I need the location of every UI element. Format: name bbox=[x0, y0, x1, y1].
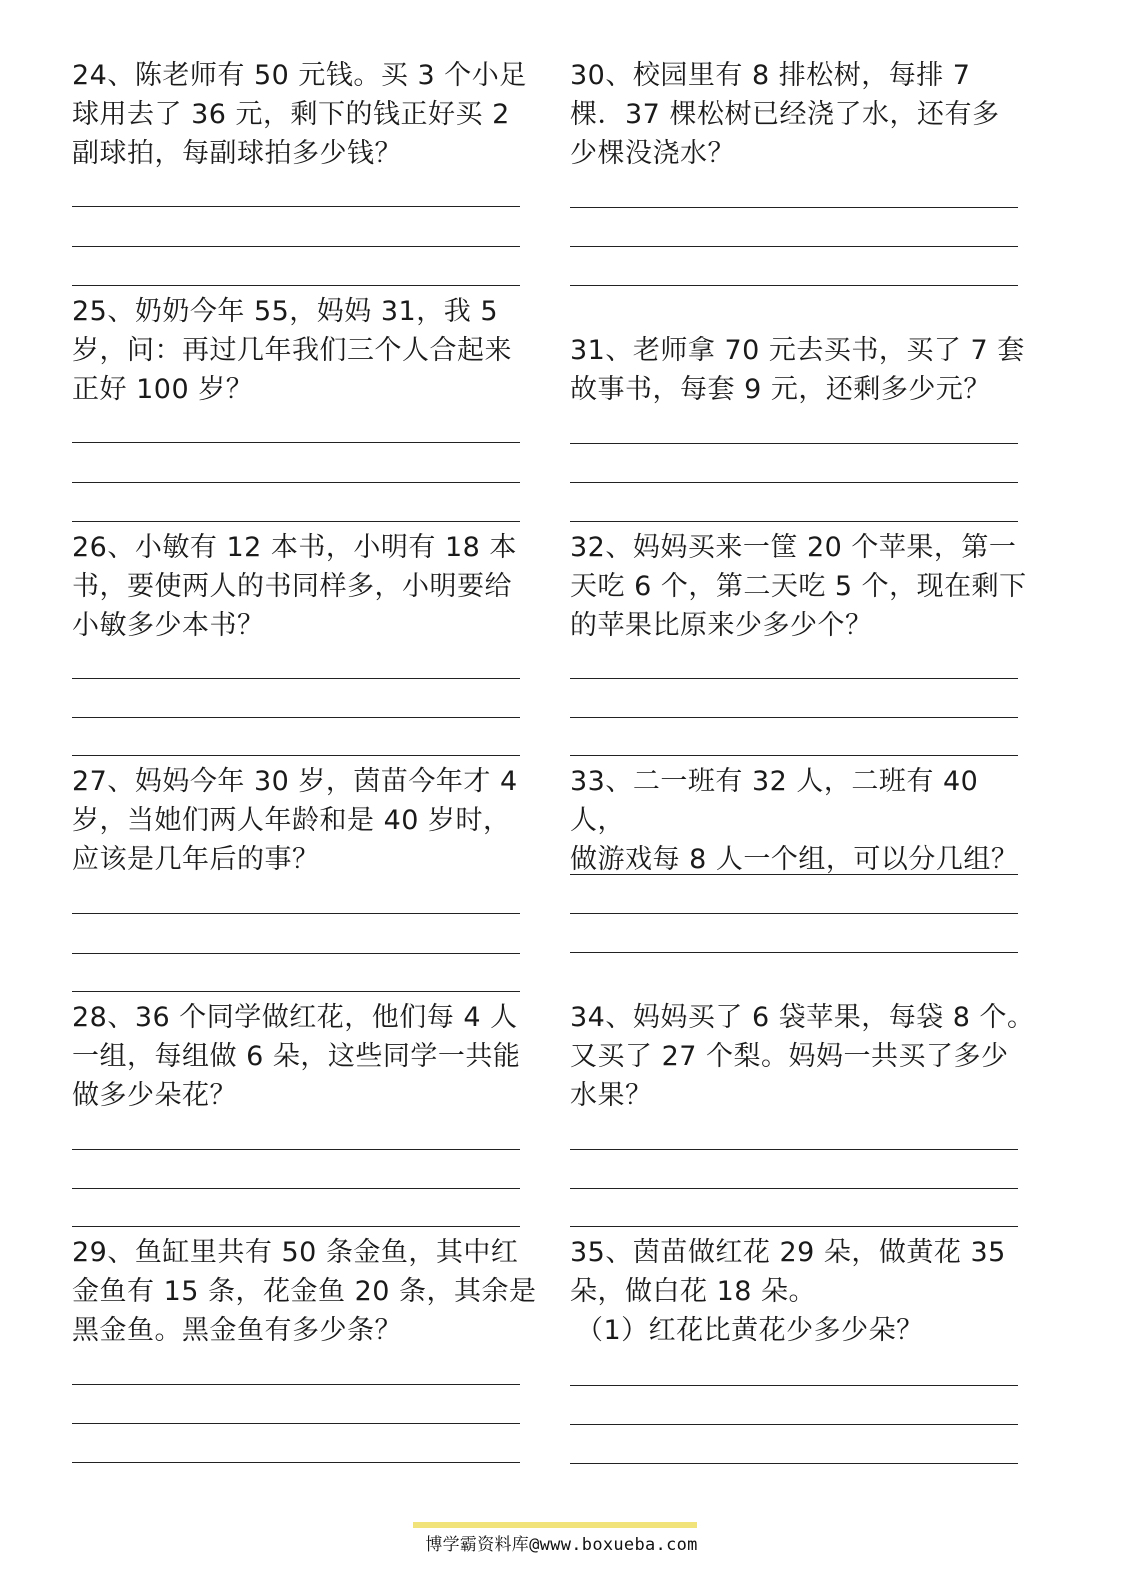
answer-line bbox=[570, 874, 1018, 875]
answer-line bbox=[72, 246, 520, 247]
problem-text: 29、鱼缸里共有 50 条金鱼，其中红 金鱼有 15 条，花金鱼 20 条，其余是 黑金鱼。黑金鱼有多少条？ bbox=[72, 1237, 537, 1346]
answer-line bbox=[570, 521, 1018, 522]
problem-29 bbox=[72, 1233, 540, 1350]
answer-line bbox=[72, 991, 520, 992]
answer-line bbox=[570, 678, 1018, 679]
answer-line bbox=[72, 755, 520, 756]
problem-26 bbox=[72, 528, 540, 645]
answer-line bbox=[570, 913, 1018, 914]
answer-line bbox=[570, 755, 1018, 756]
answer-line bbox=[72, 285, 520, 286]
answer-line bbox=[72, 717, 520, 718]
problem-text: 26、小敏有 12 本书，小明有 18 本 书，要使两人的书同样多，小明要给 小敏多少本书？ bbox=[72, 532, 517, 641]
problem-35 bbox=[570, 1233, 1038, 1350]
answer-line bbox=[72, 1226, 520, 1227]
answer-line bbox=[72, 1188, 520, 1189]
problem-25 bbox=[72, 292, 540, 409]
answer-line bbox=[570, 717, 1018, 718]
answer-line bbox=[570, 207, 1018, 208]
answer-line bbox=[72, 482, 520, 483]
problem-32 bbox=[570, 528, 1038, 645]
answer-line bbox=[72, 678, 520, 679]
problem-text: 25、奶奶今年 55，妈妈 31，我 5 岁，问：再过几年我们三个人合起来 正好 100 岁？ bbox=[72, 296, 512, 405]
problem-text: 35、茵苗做红花 29 朵，做黄花 35 朵，做白花 18 朵。 bbox=[570, 1237, 1006, 1307]
problem-text: 33、二一班有 32 人，二班有 40 人， 做游戏每 8 人一个组，可以分几组？ bbox=[570, 766, 1019, 875]
answer-line bbox=[570, 952, 1018, 953]
answer-line bbox=[570, 443, 1018, 444]
problem-text: 24、陈老师有 50 元钱。买 3 个小足 球用去了 36 元，剩下的钱正好买 2 副球拍，每副球拍多少钱？ bbox=[72, 60, 527, 169]
footer bbox=[0, 1530, 1123, 1555]
problem-28 bbox=[72, 998, 540, 1115]
problem-34 bbox=[570, 998, 1038, 1115]
sub-question: （1）红花比黄花少多少朵？ bbox=[576, 1315, 924, 1346]
answer-line bbox=[570, 482, 1018, 483]
problem-30 bbox=[570, 56, 1038, 173]
answer-line bbox=[72, 1149, 520, 1150]
problem-24 bbox=[72, 56, 540, 173]
answer-line bbox=[72, 1462, 520, 1463]
problem-text: 34、妈妈买了 6 袋苹果，每袋 8 个。 又买了 27 个梨。妈妈一共买了多少 水果？ bbox=[570, 1002, 1035, 1111]
problem-text: 27、妈妈今年 30 岁，茵苗今年才 4 岁，当她们两人年龄和是 40 岁时， 应该是几年后的事？ bbox=[72, 766, 518, 875]
answer-line bbox=[72, 206, 520, 207]
problem-text: 30、校园里有 8 排松树，每排 7 棵．37 棵松树已经浇了水，还有多 少棵没浇水？ bbox=[570, 60, 1000, 169]
problem-27 bbox=[72, 762, 540, 879]
problem-31 bbox=[570, 331, 1038, 409]
answer-line bbox=[570, 285, 1018, 286]
answer-line bbox=[570, 246, 1018, 247]
answer-line bbox=[72, 913, 520, 914]
answer-line bbox=[570, 1188, 1018, 1189]
answer-line bbox=[570, 1149, 1018, 1150]
footer-watermark-text[interactable]: 博学霸资料库@www.boxueba.com bbox=[425, 1535, 698, 1555]
answer-line bbox=[72, 1384, 520, 1385]
answer-line bbox=[72, 953, 520, 954]
answer-line bbox=[570, 1385, 1018, 1386]
answer-line bbox=[72, 1423, 520, 1424]
answer-line bbox=[570, 1463, 1018, 1464]
problem-text: 32、妈妈买来一筐 20 个苹果，第一 天吃 6 个，第二天吃 5 个，现在剩下 的苹果比原来少多少个？ bbox=[570, 532, 1027, 641]
footer-highlight-bar bbox=[413, 1522, 697, 1528]
answer-line bbox=[72, 442, 520, 443]
answer-line bbox=[570, 1226, 1018, 1227]
problem-text: 31、老师拿 70 元去买书，买了 7 套 故事书，每套 9 元，还剩多少元？ bbox=[570, 335, 1025, 405]
answer-line bbox=[570, 1424, 1018, 1425]
problem-text: 28、36 个同学做红花，他们每 4 人 一组，每组做 6 朵，这些同学一共能 做多少朵花？ bbox=[72, 1002, 521, 1111]
problem-33 bbox=[570, 762, 1038, 879]
answer-line bbox=[72, 521, 520, 522]
